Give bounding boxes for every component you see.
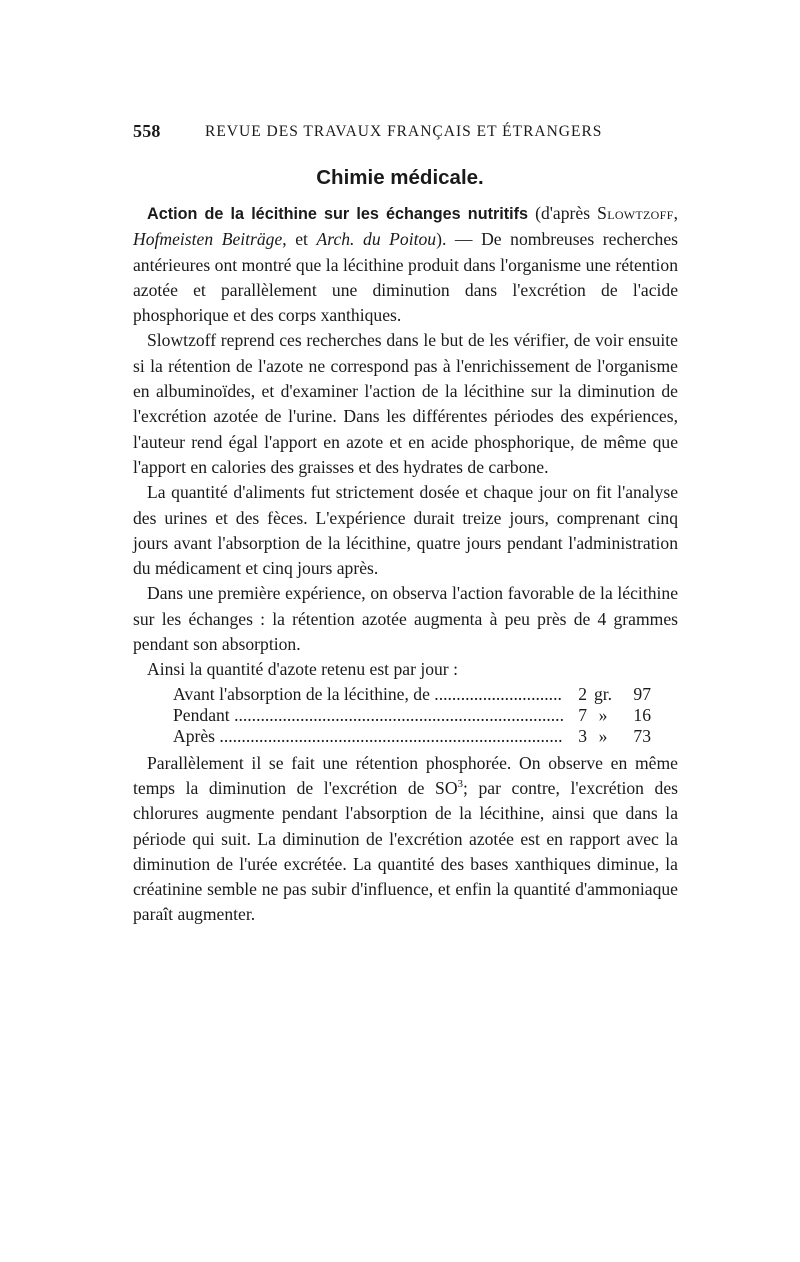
author-name: Slowtzoff [597, 203, 674, 223]
source-sep-2: , et [282, 229, 317, 250]
row-label: Pendant ..... [173, 705, 563, 726]
source-sep-1: , [673, 203, 678, 223]
row-unit: gr. [593, 683, 613, 704]
row-unit: » [598, 725, 608, 746]
paragraph-1 [133, 201, 678, 328]
nitrogen-retention-table [173, 684, 651, 747]
section-title: Chimie médicale. [316, 166, 484, 189]
article-body [133, 201, 678, 928]
source-prefix: (d'après [528, 203, 598, 223]
table-row [173, 726, 651, 747]
superscript-3: 3 [457, 778, 464, 791]
row-value: 2 [578, 683, 587, 704]
journal-2: Arch. du Poitou [316, 229, 437, 250]
row-value: 3 [578, 725, 587, 746]
paragraph-2: Slowtzoff reprend ces recherches dans le but de les vérifier, de voir ensuite si la rétention de l'azote ne correspond pas à l'enrichissement de l'organisme en albuminoïdes, et d'examiner l'action de la lécithine sur la diminution de l'excrétion azotée de l'urine. Dans les différentes périodes des expériences, l'auteur rend égal l'apport en azote et en acide phosphorique, de même que l'apport en calories des graisses et des hydrates de carbone. [133, 330, 678, 477]
journal-1: Hofmeisten Beiträge [133, 229, 283, 250]
article-lead-title: Action de la lécithine sur les échanges nutritifs [147, 205, 529, 223]
row-decimal: 16 [633, 704, 651, 725]
table-row [173, 684, 651, 705]
table-row [173, 705, 651, 726]
paragraph-1-text: ). — De nombreuses recherches antérieures ont montré que la lécithine produit dans l'organisme une rétention azotée et parallèlement une diminution dans l'excrétion de l'acide phosphorique et des corps xanthiques. [133, 229, 678, 326]
running-title: REVUE DES TRAVAUX FRANÇAIS ET ÉTRANGERS [205, 123, 603, 140]
row-unit: » [598, 704, 608, 725]
paragraph-3: La quantité d'aliments fut strictement dosée et chaque jour on fit l'analyse des urines et des fèces. L'expérience durait treize jours, comprenant cinq jours avant l'absorption de la lécithine, quatre jours pendant l'administration du médicament et cinq jours après. [133, 482, 678, 579]
paragraph-4: Dans une première expérience, on observa l'action favorable de la lécithine sur les échanges : la rétention azotée augmenta à peu près de 4 grammes pendant son absorption. [133, 583, 678, 655]
paragraph-6-text-a: Parallèlement il se fait une rétention phosphorée. On observe en même temps la diminution de l'excrétion de SO [133, 752, 678, 798]
row-value: 7 [578, 704, 587, 725]
row-decimal: 73 [633, 725, 651, 746]
row-label: Après ..... [173, 726, 563, 747]
paragraph-6-text-b: ; par contre, l'excrétion des chlorures augmente pendant l'absorption de la lécithine, ainsi que dans la période qui suit. La diminution de l'excrétion azotée est en rapport avec la diminution de l'urée excrétée. La quantité des bases xanthiques diminue, la créatinine semble ne pas subir d'influence, et enfin la quantité d'ammoniaque paraît augmenter. [133, 777, 678, 925]
paragraph-6 [133, 751, 678, 928]
page-number: 558 [133, 121, 161, 141]
row-label: Avant l'absorption de la lécithine, de ..... [173, 684, 563, 705]
paragraph-5: Ainsi la quantité d'azote retenu est par jour : [147, 659, 458, 680]
running-header [133, 121, 678, 145]
row-decimal: 97 [633, 683, 651, 704]
